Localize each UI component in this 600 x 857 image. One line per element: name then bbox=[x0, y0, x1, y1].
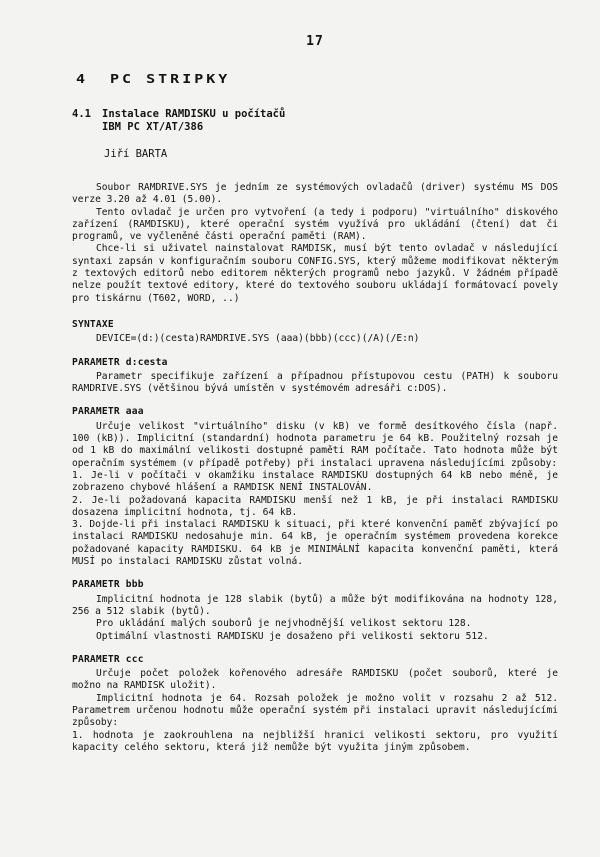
param-aaa-text: Určuje velikost "virtuálního" disku (v kB) ve formě desítkového čísla (např. 100 (kB)). Implicitní (standardní) hodnota parametru je 64 kB. Použitelný rozsah je od 1 kB do maximální velikosti dostupné paměti RAM počítače. Tato hodnota může být operačním systémem (v případě potřeby) při instalaci upravena následujícími způsoby: bbox=[72, 420, 558, 469]
intro-paragraph-3: Chce-li si uživatel nainstalovat RAMDISK, musí být tento ovladač v následující syntaxi zapsán v konfiguračním souboru CONFIG.SYS, který můžeme modifikovat některým z textových editorů nebo editorem některých programů nebo jazyků. V žádném případě nelze použít textové editory, které do textového souboru ukládají formátovací povely pro tiskárnu (T602, WORD, ..) bbox=[72, 243, 558, 304]
param-ccc-text: Určuje počet položek kořenového adresáře RAMDISKU (počet souborů, které je možno na RAMDISK uložit). bbox=[72, 668, 558, 692]
chapter-number: 4 bbox=[76, 72, 89, 87]
param-ccc-text2: Implicitní hodnota je 64. Rozsah položek je možno volit v rozsahu 2 až 512. Parametrem určenou hodnotu může operační systém při instalaci upravit následujícími způsoby: bbox=[72, 692, 558, 729]
section-title-line1: Instalace RAMDISKU u počítačů bbox=[102, 108, 286, 120]
intro-paragraph-1: Soubor RAMDRIVE.SYS je jedním ze systémových ovladačů (driver) systému MS DOS verze 3.20 až 4.01 (5.00). bbox=[72, 182, 558, 206]
page-number: 17 bbox=[306, 34, 324, 49]
article-body bbox=[72, 182, 558, 754]
param-bbb-line2: Pro ukládání malých souborů je nejvhodnější velikost sektoru 128. bbox=[96, 618, 472, 630]
param-aaa-item-3: 3. Dojde-li při instalaci RAMDISKU k situaci, při které konvenční paměť zbývající po instalaci RAMDISKU nedosahuje min. 64 kB, je operačním systémem provedena korekce požadované kapacity RAMDISKU. 64 kB je MINIMÁLNÍ kapacita konvenční paměti, která MUSÍ po instalaci RAMDISKU zůstat volná. bbox=[72, 519, 558, 568]
section-number: 4.1 bbox=[72, 108, 91, 120]
param-ccc-heading: PARAMETR ccc bbox=[72, 653, 144, 665]
param-aaa-heading: PARAMETR aaa bbox=[72, 406, 144, 418]
syntax-heading: SYNTAXE bbox=[72, 318, 114, 330]
param-aaa-item-1: 1. Je-li v počítači v okamžiku instalace RAMDISKU dostupných 64 kB nebo méně, je zobrazeno chybové hlášení a RAMDISK NENÍ INSTALOVÁN. bbox=[72, 469, 558, 494]
param-path-heading: PARAMETR d:cesta bbox=[72, 356, 168, 368]
param-aaa-item-2: 2. Je-li požadovaná kapacita RAMDISKU menší než 1 kB, je při instalaci RAMDISKU dosazena implicitní hodnota, tj. 64 kB. bbox=[72, 494, 558, 518]
chapter-title: PC STRIPKY bbox=[110, 72, 231, 87]
section-title-line2: IBM PC XT/AT/386 bbox=[102, 121, 204, 133]
syntax-line: DEVICE=(d:)(cesta)RAMDRIVE.SYS (aaa)(bbb)(ccc)(/A)(/E:n) bbox=[96, 333, 420, 345]
param-bbb-heading: PARAMETR bbb bbox=[72, 579, 144, 591]
section-title bbox=[72, 108, 285, 134]
param-ccc-item-1: 1. hodnota je zaokrouhlena na nejbližší hranici velikosti sektoru, pro využití kapacity celého sektoru, která již nemůže být využita jiným způsobem. bbox=[72, 729, 558, 753]
param-bbb-text: Implicitní hodnota je 128 slabik (bytů) a může být modifikována na hodnoty 128, 256 a 512 slabik (bytů). bbox=[72, 593, 558, 617]
author: Jiří BARTA bbox=[104, 148, 168, 160]
param-bbb-line3: Optimální vlastnosti RAMDISKU je dosaženo při velikosti sektoru 512. bbox=[96, 630, 489, 642]
chapter-heading bbox=[76, 72, 230, 86]
param-path-text: Parametr specifikuje zařízení a případnou přístupovou cestu (PATH) k souboru RAMDRIVE.SYS (většinou bývá umístěn v systémovém adresáři c:DOS). bbox=[72, 370, 558, 395]
intro-paragraph-2: Tento ovladač je určen pro vytvoření (a tedy i podporu) "virtuálního" diskového zařízení (RAMDISKU), které operační systém využívá pro ukládání (čtení) dat či programů, ve vyčleněné části operační paměti (RAM). bbox=[72, 206, 558, 243]
